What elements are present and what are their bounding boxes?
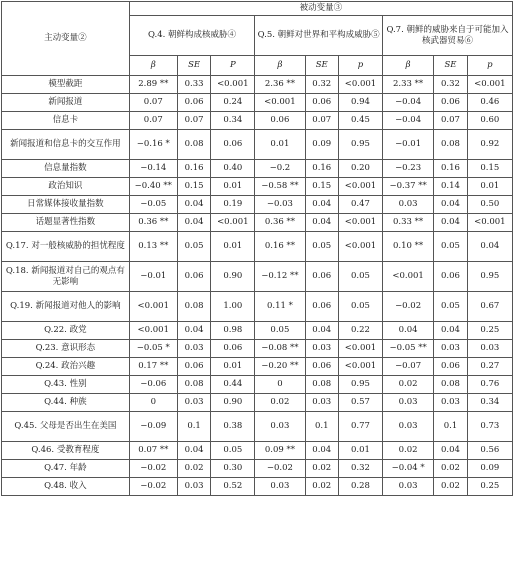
table-cell: 0.04 <box>305 196 338 214</box>
table-cell: 0.06 <box>305 262 338 292</box>
table-cell: 0.17 ** <box>129 358 177 376</box>
table-cell: 0.02 <box>434 460 467 478</box>
row-label: 新闻报道和信息卡的交互作用 <box>2 130 130 160</box>
stat-header: SE <box>434 56 467 76</box>
table-row <box>2 214 513 232</box>
table-cell: 0.06 <box>305 94 338 112</box>
table-cell: 0.01 <box>211 178 255 196</box>
table-cell: 0.03 <box>177 478 210 496</box>
table-cell: 0.06 <box>211 130 255 160</box>
table-cell: 0.06 <box>434 94 467 112</box>
row-label: 新闻报道 <box>2 94 130 112</box>
table-cell: 0.13 ** <box>129 232 177 262</box>
table-cell: 0 <box>129 394 177 412</box>
table-cell: 0.1 <box>305 412 338 442</box>
table-cell: 0.73 <box>467 412 512 442</box>
table-cell: 0.05 <box>339 292 383 322</box>
table-cell: 0.94 <box>339 94 383 112</box>
table-cell: <0.001 <box>339 178 383 196</box>
table-cell: −0.2 <box>255 160 305 178</box>
table-cell: 0.16 ** <box>255 232 305 262</box>
table-cell: 0.03 <box>382 196 433 214</box>
table-cell: 0.11 * <box>255 292 305 322</box>
stat-header: p <box>339 56 383 76</box>
table-cell: −0.08 ** <box>255 340 305 358</box>
table-cell: 0.04 <box>305 214 338 232</box>
table-cell: <0.001 <box>339 76 383 94</box>
row-label: Q.23. 意识形态 <box>2 340 130 358</box>
table-cell: 0.46 <box>467 94 512 112</box>
table-cell: 0.01 <box>467 178 512 196</box>
row-label: 模型截距 <box>2 76 130 94</box>
table-cell: <0.001 <box>382 262 433 292</box>
table-cell: 0.02 <box>434 478 467 496</box>
table-cell: 0.03 <box>382 478 433 496</box>
table-cell: −0.02 <box>255 460 305 478</box>
table-cell: 0.03 <box>382 412 433 442</box>
table-cell: 0.05 <box>434 292 467 322</box>
table-cell: 0.05 <box>255 322 305 340</box>
table-cell: 0.06 <box>305 292 338 322</box>
table-row <box>2 262 513 292</box>
table-cell: 0.06 <box>177 94 210 112</box>
table-cell: 0.32 <box>434 76 467 94</box>
table-row <box>2 112 513 130</box>
table-cell: −0.16 * <box>129 130 177 160</box>
table-cell: 0.28 <box>339 478 383 496</box>
table-cell: −0.05 ** <box>382 340 433 358</box>
table-cell: 0.02 <box>255 394 305 412</box>
table-cell: 0 <box>255 376 305 394</box>
table-cell: <0.001 <box>129 292 177 322</box>
table-cell: 2.36 ** <box>255 76 305 94</box>
table-cell: 1.00 <box>211 292 255 322</box>
table-cell: −0.01 <box>382 130 433 160</box>
table-cell: 0.06 <box>434 262 467 292</box>
table-cell: 0.02 <box>177 460 210 478</box>
table-cell: 0.01 <box>255 130 305 160</box>
table-cell: −0.37 ** <box>382 178 433 196</box>
table-row <box>2 130 513 160</box>
group-header-q4: Q.4. 朝鲜构成核威胁④ <box>129 16 255 56</box>
table-cell: 0.32 <box>339 460 383 478</box>
table-cell: 0.01 <box>211 232 255 262</box>
stat-header: β <box>382 56 433 76</box>
table-cell: 0.1 <box>177 412 210 442</box>
table-cell: 0.08 <box>177 292 210 322</box>
row-label: Q.19. 新闻报道对他人的影响 <box>2 292 130 322</box>
table-cell: 0.07 <box>129 94 177 112</box>
table-cell: 0.14 <box>434 178 467 196</box>
table-cell: <0.001 <box>339 232 383 262</box>
table-cell: 0.02 <box>382 442 433 460</box>
regression-table <box>1 1 513 496</box>
table-row <box>2 358 513 376</box>
table-cell: <0.001 <box>129 322 177 340</box>
table-cell: −0.40 ** <box>129 178 177 196</box>
table-body <box>2 76 513 496</box>
table-cell: 0.06 <box>305 358 338 376</box>
table-cell: −0.14 <box>129 160 177 178</box>
table-cell: 0.36 ** <box>129 214 177 232</box>
table-cell: 0.40 <box>211 160 255 178</box>
stat-header: p <box>467 56 512 76</box>
table-cell: 0.76 <box>467 376 512 394</box>
table-cell: −0.09 <box>129 412 177 442</box>
row-label: Q.22. 政党 <box>2 322 130 340</box>
table-cell: −0.05 * <box>129 340 177 358</box>
table-cell: <0.001 <box>467 76 512 94</box>
table-cell: 0.03 <box>467 340 512 358</box>
table-cell: 0.16 <box>305 160 338 178</box>
table-cell: 0.25 <box>467 322 512 340</box>
table-cell: 0.38 <box>211 412 255 442</box>
table-cell: 0.03 <box>255 478 305 496</box>
table-cell: 0.06 <box>177 262 210 292</box>
table-cell: 0.07 <box>434 112 467 130</box>
row-label: 话题显著性指数 <box>2 214 130 232</box>
table-cell: 0.15 <box>467 160 512 178</box>
stat-header: SE <box>177 56 210 76</box>
row-label: 信息卡 <box>2 112 130 130</box>
table-cell: 0.07 <box>305 112 338 130</box>
row-label: Q.24. 政治兴趣 <box>2 358 130 376</box>
table-cell: 0.03 <box>177 340 210 358</box>
row-label: Q.17. 对一般核威胁的担忧程度 <box>2 232 130 262</box>
table-cell: 0.04 <box>467 232 512 262</box>
table-row <box>2 232 513 262</box>
table-cell: 0.09 <box>467 460 512 478</box>
table-cell: 0.04 <box>177 214 210 232</box>
table-cell: 0.95 <box>339 130 383 160</box>
table-row <box>2 292 513 322</box>
table-row <box>2 412 513 442</box>
table-cell: −0.06 <box>129 376 177 394</box>
table-row <box>2 322 513 340</box>
table-cell: 0.44 <box>211 376 255 394</box>
table-cell: 0.77 <box>339 412 383 442</box>
table-cell: 0.92 <box>467 130 512 160</box>
table-cell: 0.05 <box>305 232 338 262</box>
table-cell: 0.04 <box>434 214 467 232</box>
independent-variable-header: 主动变量② <box>2 2 130 76</box>
table-cell: <0.001 <box>339 358 383 376</box>
row-label: Q.44. 种族 <box>2 394 130 412</box>
table-cell: 0.05 <box>211 442 255 460</box>
table-cell: 0.16 <box>177 160 210 178</box>
table-cell: 0.1 <box>434 412 467 442</box>
table-cell: 0.04 <box>382 322 433 340</box>
table-cell: 0.15 <box>177 178 210 196</box>
table-cell: 0.52 <box>211 478 255 496</box>
table-cell: 0.03 <box>305 340 338 358</box>
table-cell: 0.25 <box>467 478 512 496</box>
table-cell: 0.03 <box>255 412 305 442</box>
table-cell: <0.001 <box>339 340 383 358</box>
table-cell: 0.04 <box>177 322 210 340</box>
table-cell: 0.95 <box>467 262 512 292</box>
table-cell: 0.34 <box>211 112 255 130</box>
row-label: Q.46. 受教育程度 <box>2 442 130 460</box>
table-cell: −0.07 <box>382 358 433 376</box>
table-cell: −0.05 <box>129 196 177 214</box>
table-cell: 0.04 <box>434 442 467 460</box>
group-header-q7: Q.7. 朝鲜的威胁来自于可能加入核武器贸易⑥ <box>382 16 512 56</box>
row-label: Q.47. 年龄 <box>2 460 130 478</box>
table-row <box>2 478 513 496</box>
table-row <box>2 340 513 358</box>
table-cell: 2.33 ** <box>382 76 433 94</box>
table-cell: <0.001 <box>467 214 512 232</box>
table-cell: 0.04 <box>305 442 338 460</box>
table-row <box>2 394 513 412</box>
row-label: 日常媒体接收量指数 <box>2 196 130 214</box>
table-cell: 0.10 ** <box>382 232 433 262</box>
table-cell: −0.23 <box>382 160 433 178</box>
table-row <box>2 376 513 394</box>
table-cell: 0.05 <box>434 232 467 262</box>
table-cell: −0.04 <box>382 112 433 130</box>
table-cell: 0.03 <box>434 340 467 358</box>
table-cell: 0.50 <box>467 196 512 214</box>
table-cell: 0.04 <box>434 322 467 340</box>
dependent-variable-header: 被动变量③ <box>129 2 512 16</box>
table-cell: <0.001 <box>211 214 255 232</box>
table-cell: 0.07 ** <box>129 442 177 460</box>
table-cell: 0.09 ** <box>255 442 305 460</box>
table-cell: <0.001 <box>211 76 255 94</box>
table-cell: 0.05 <box>339 262 383 292</box>
table-cell: 0.08 <box>434 376 467 394</box>
table-row <box>2 178 513 196</box>
table-cell: 0.34 <box>467 394 512 412</box>
table-cell: 0.90 <box>211 394 255 412</box>
table-cell: 0.60 <box>467 112 512 130</box>
table-cell: 0.33 ** <box>382 214 433 232</box>
table-cell: 0.56 <box>467 442 512 460</box>
table-cell: −0.02 <box>382 292 433 322</box>
row-label: Q.45. 父母是否出生在美国 <box>2 412 130 442</box>
table-cell: 0.02 <box>305 478 338 496</box>
row-label: 信息量指数 <box>2 160 130 178</box>
table-cell: 0.19 <box>211 196 255 214</box>
table-cell: −0.03 <box>255 196 305 214</box>
table-cell: 0.45 <box>339 112 383 130</box>
table-cell: −0.02 <box>129 460 177 478</box>
table-cell: 0.08 <box>305 376 338 394</box>
table-cell: 0.16 <box>434 160 467 178</box>
table-cell: 0.01 <box>211 358 255 376</box>
table-cell: 0.36 ** <box>255 214 305 232</box>
table-cell: 0.04 <box>177 442 210 460</box>
table-cell: 0.05 <box>177 232 210 262</box>
table-cell: −0.20 ** <box>255 358 305 376</box>
table-cell: 0.04 <box>305 322 338 340</box>
table-cell: 2.89 ** <box>129 76 177 94</box>
table-cell: 0.22 <box>339 322 383 340</box>
table-cell: 0.07 <box>177 112 210 130</box>
table-cell: 0.01 <box>339 442 383 460</box>
stat-header: SE <box>305 56 338 76</box>
table-cell: 0.30 <box>211 460 255 478</box>
table-row <box>2 196 513 214</box>
table-cell: 0.07 <box>129 112 177 130</box>
table-cell: 0.06 <box>434 358 467 376</box>
group-header-q5: Q.5. 朝鲜对世界和平构成威胁⑤ <box>255 16 383 56</box>
table-cell: 0.90 <box>211 262 255 292</box>
table-cell: −0.58 ** <box>255 178 305 196</box>
table-cell: 0.15 <box>305 178 338 196</box>
table-cell: <0.001 <box>255 94 305 112</box>
table-row <box>2 76 513 94</box>
table-cell: 0.08 <box>177 130 210 160</box>
table-cell: 0.32 <box>305 76 338 94</box>
table-cell: 0.09 <box>305 130 338 160</box>
stat-header: P <box>211 56 255 76</box>
table-row <box>2 94 513 112</box>
table-cell: −0.04 * <box>382 460 433 478</box>
table-cell: 0.03 <box>177 394 210 412</box>
table-cell: 0.33 <box>177 76 210 94</box>
row-label: Q.48. 收入 <box>2 478 130 496</box>
table-cell: 0.24 <box>211 94 255 112</box>
stat-header: β <box>129 56 177 76</box>
table-cell: 0.08 <box>177 376 210 394</box>
table-cell: −0.12 ** <box>255 262 305 292</box>
table-cell: 0.27 <box>467 358 512 376</box>
table-row <box>2 160 513 178</box>
table-cell: 0.95 <box>339 376 383 394</box>
table-cell: −0.04 <box>382 94 433 112</box>
row-label: Q.43. 性别 <box>2 376 130 394</box>
table-cell: 0.02 <box>382 376 433 394</box>
table-cell: 0.06 <box>177 358 210 376</box>
table-cell: 0.03 <box>434 394 467 412</box>
table-row <box>2 460 513 478</box>
table-cell: 0.04 <box>434 196 467 214</box>
table-cell: 0.04 <box>177 196 210 214</box>
row-label: 政治知识 <box>2 178 130 196</box>
table-cell: −0.02 <box>129 478 177 496</box>
table-cell: 0.67 <box>467 292 512 322</box>
table-cell: 0.06 <box>255 112 305 130</box>
table-cell: 0.47 <box>339 196 383 214</box>
table-row <box>2 442 513 460</box>
stat-header: β <box>255 56 305 76</box>
row-label: Q.18. 新闻报道对自己的观点有无影响 <box>2 262 130 292</box>
table-cell: 0.02 <box>305 460 338 478</box>
table-cell: 0.08 <box>434 130 467 160</box>
table-cell: 0.20 <box>339 160 383 178</box>
table-cell: 0.03 <box>382 394 433 412</box>
table-cell: 0.98 <box>211 322 255 340</box>
table-cell: 0.57 <box>339 394 383 412</box>
table-cell: <0.001 <box>339 214 383 232</box>
table-cell: 0.06 <box>211 340 255 358</box>
table-cell: −0.01 <box>129 262 177 292</box>
table-cell: 0.03 <box>305 394 338 412</box>
